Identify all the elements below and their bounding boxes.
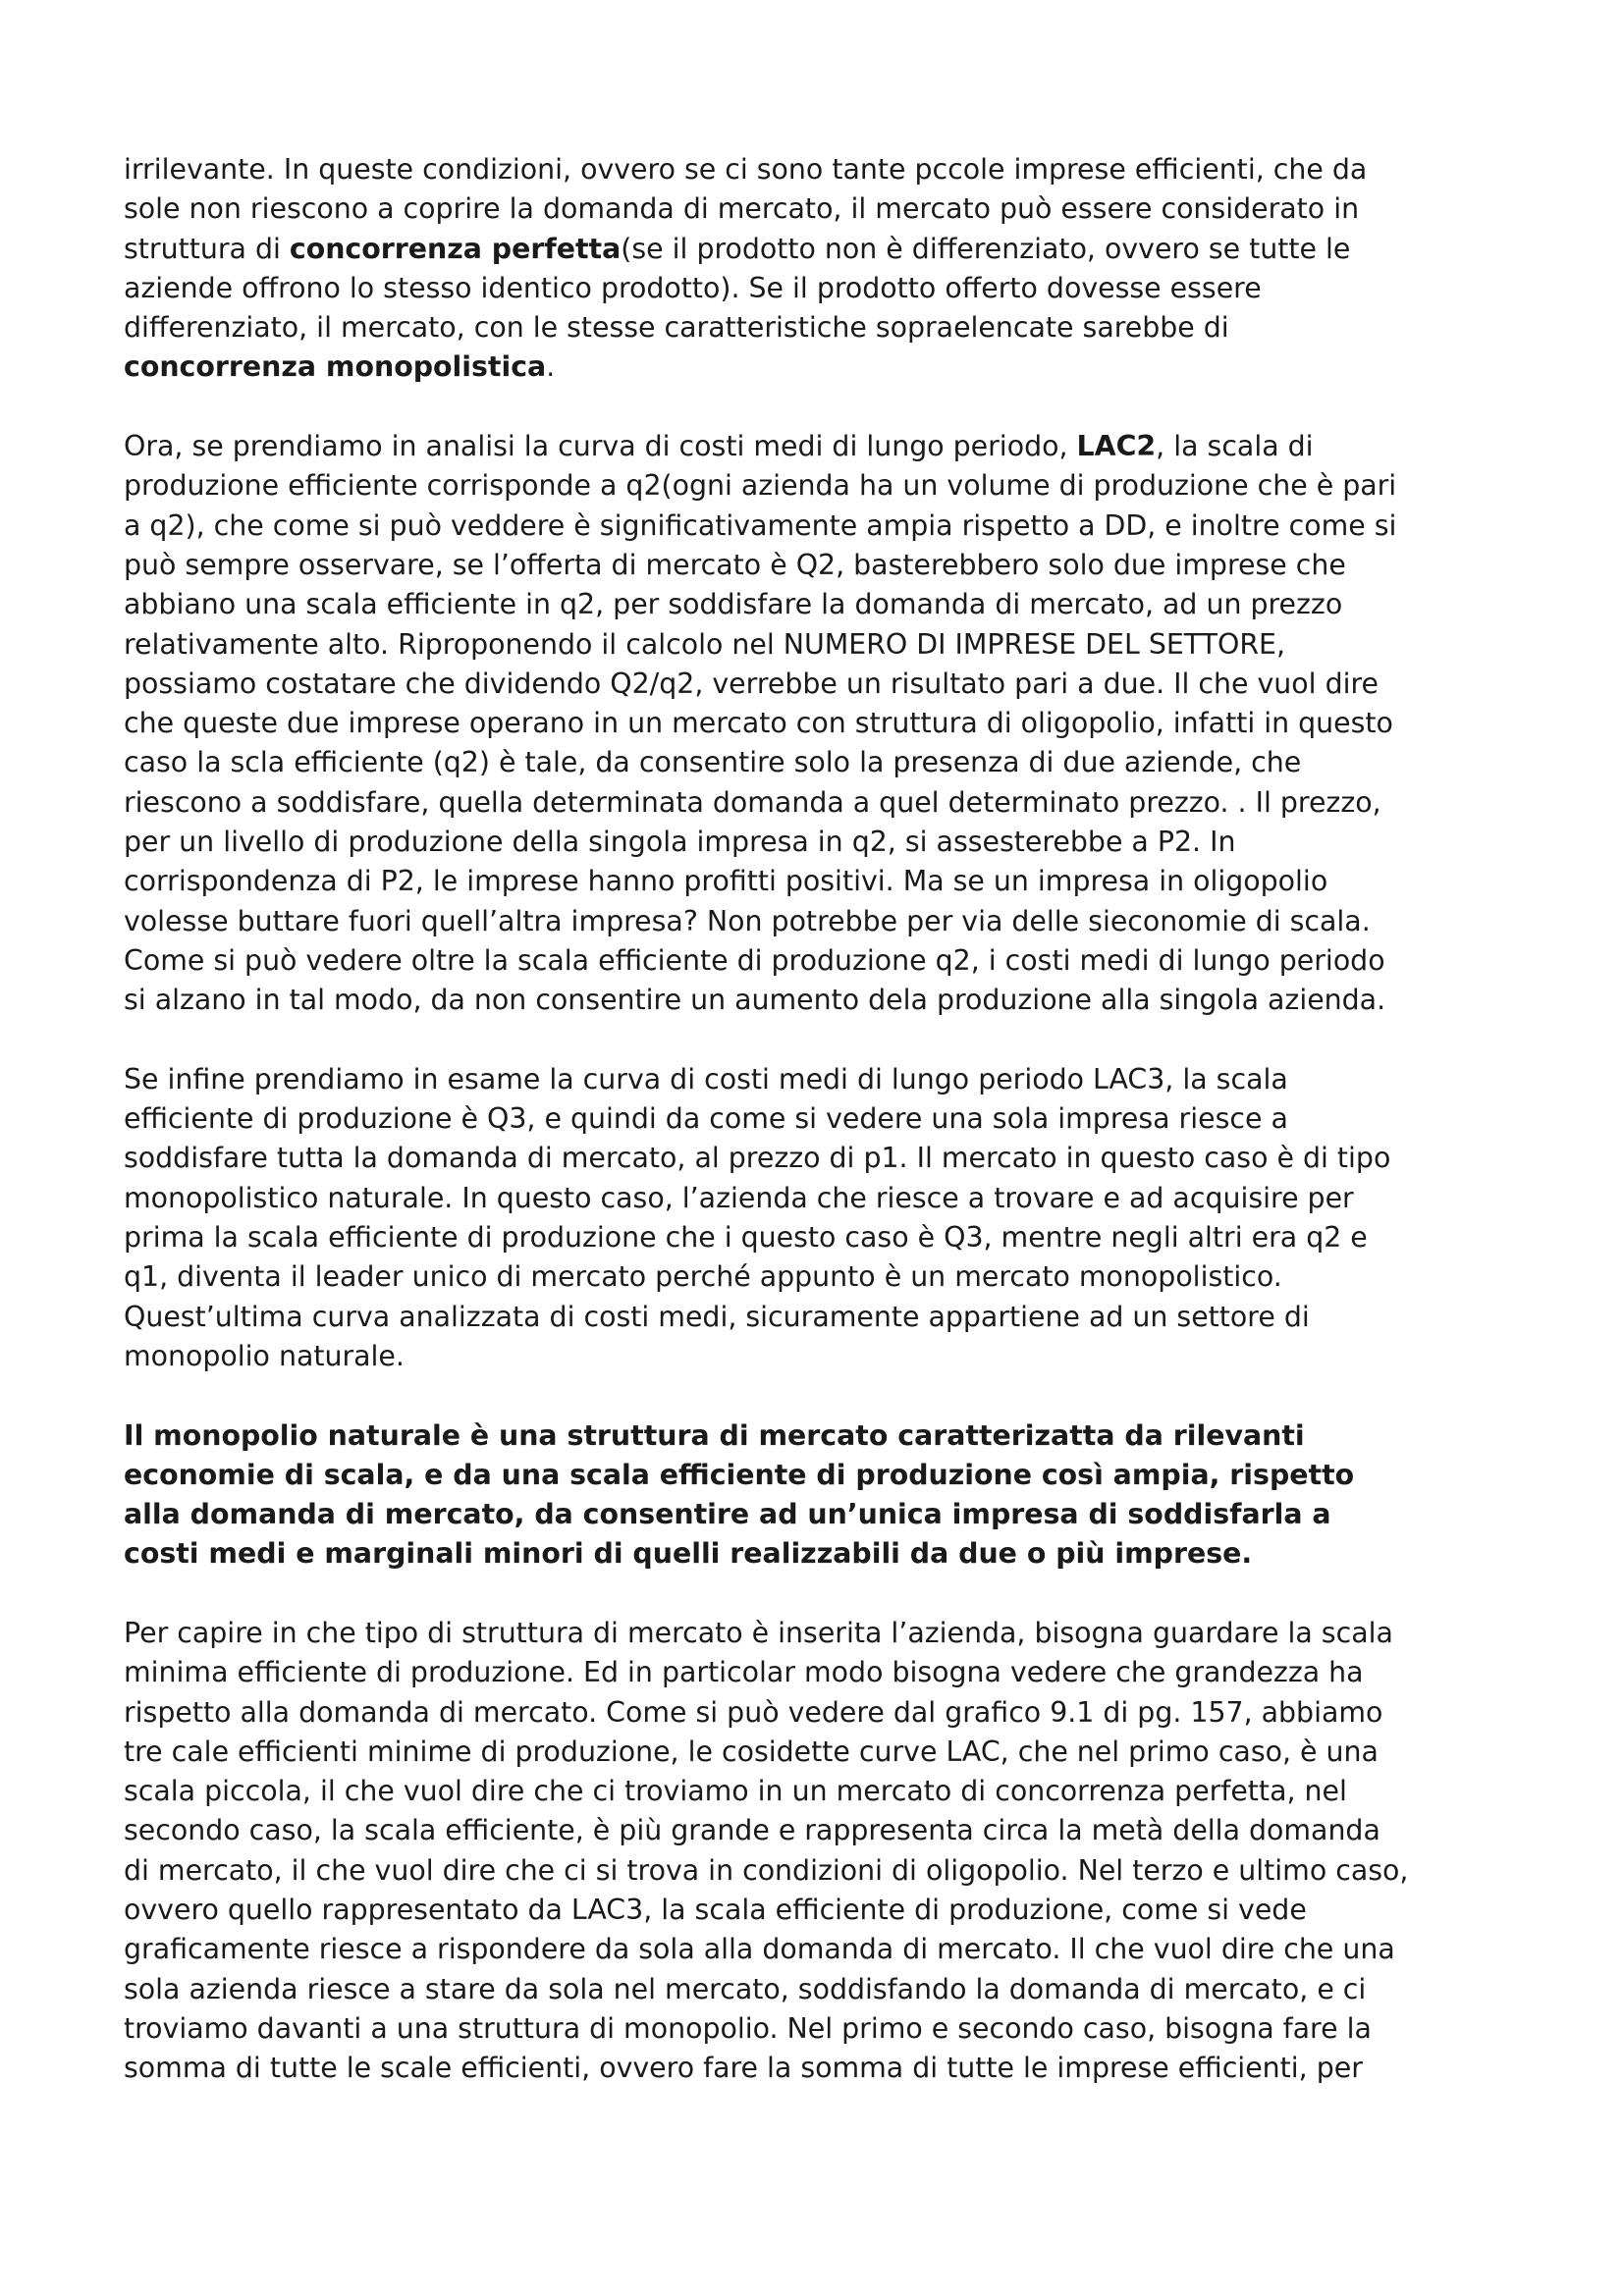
text-run: alla domanda di mercato, da consentire ad un’unica impresa di soddisfarla a bbox=[124, 1498, 1331, 1531]
text-line bbox=[124, 269, 1518, 308]
text-run: prima la scala efficiente di produzione che i questo caso è Q3, mentre negli altri era q2 e bbox=[124, 1221, 1368, 1255]
text-line bbox=[124, 1534, 1518, 1574]
text-run: corrispondenza di P2, le imprese hanno profitti positivi. Ma se un impresa in oligopolio bbox=[124, 865, 1328, 898]
text-run: economie di scala, e da una scala efficiente di produzione così ampia, rispetto bbox=[124, 1458, 1355, 1491]
text-run: che queste due imprese operano in un mercato con struttura di oligopolio, infatti in questo bbox=[124, 707, 1393, 740]
text-line bbox=[124, 1495, 1518, 1534]
text-run: q1, diventa il leader unico di mercato perché appunto è un mercato monopolistico. bbox=[124, 1260, 1282, 1294]
text-line bbox=[124, 2049, 1518, 2088]
text-run: secondo caso, la scala efficiente, è più grande e rappresenta circa la metà della domanda bbox=[124, 1814, 1380, 1847]
text-run: può sempre osservare, se l’offerta di mercato è Q2, basterebbero solo due imprese che bbox=[124, 548, 1346, 581]
text-line bbox=[124, 1693, 1518, 1733]
text-line bbox=[124, 1099, 1518, 1139]
text-line bbox=[124, 783, 1518, 823]
text-line bbox=[124, 862, 1518, 901]
text-line bbox=[124, 941, 1518, 981]
text-run: troviamo davanti a una struttura di monopolio. Nel primo e secondo caso, bisogna fare la bbox=[124, 2011, 1372, 2045]
text-run: efficiente di produzione è Q3, e quindi da come si vedere una sola impresa riesce a bbox=[124, 1102, 1288, 1136]
text-line bbox=[124, 189, 1518, 229]
text-run: produzione efficiente corrisponde a q2(ogni azienda ha un volume di produzione che è pari bbox=[124, 469, 1397, 503]
text-line bbox=[124, 546, 1518, 585]
paragraph-p2 bbox=[124, 427, 1518, 1020]
text-run: riescono a soddisfare, quella determinata domanda a quel determinato prezzo. . Il prezzo, bbox=[124, 785, 1381, 819]
text-line bbox=[124, 902, 1518, 941]
text-line bbox=[124, 1337, 1518, 1376]
text-run: sola azienda riesce a stare da sola nel mercato, soddisfando la domanda di mercato, e ci bbox=[124, 1972, 1367, 2005]
text-line bbox=[124, 1416, 1518, 1456]
text-line bbox=[124, 1257, 1518, 1297]
text-run: di mercato, il che vuol dire che ci si trova in condizioni di oligopolio. Nel terzo e ultimo caso, bbox=[124, 1853, 1409, 1887]
bold-text-run: concorrenza monopolistica bbox=[124, 350, 547, 384]
text-run: monopolio naturale. bbox=[124, 1339, 405, 1372]
text-line bbox=[124, 704, 1518, 743]
text-run: . bbox=[546, 350, 556, 384]
text-line bbox=[124, 230, 1518, 269]
bold-text-run: LAC2 bbox=[1076, 430, 1157, 463]
text-run: , la scala di bbox=[1156, 430, 1314, 463]
text-run: caso la scla efficiente (q2) è tale, da consentire solo la presenza di due aziende, che bbox=[124, 746, 1302, 779]
text-run: per un livello di produzione della singola impresa in q2, si assesterebbe a P2. In bbox=[124, 826, 1236, 859]
text-run: volesse buttare fuori quell’altra impresa? Non potrebbe per via delle sieconomie di scala. bbox=[124, 904, 1371, 937]
text-run: relativamente alto. Riproponendo il calcolo nel NUMERO DI IMPRESE DEL SETTORE, bbox=[124, 627, 1286, 661]
text-line bbox=[124, 1456, 1518, 1495]
text-line bbox=[124, 308, 1518, 347]
text-run: tre cale efficienti minime di produzione, le cosidette curve LAC, che nel primo caso, è una bbox=[124, 1735, 1379, 1768]
text-run: scala piccola, il che vuol dire che ci troviamo in un mercato di concorrenza perfetta, nel bbox=[124, 1775, 1347, 1808]
text-line bbox=[124, 1139, 1518, 1178]
text-line bbox=[124, 823, 1518, 862]
text-run: Ora, se prendiamo in analisi la curva di costi medi di lungo periodo, bbox=[124, 430, 1077, 463]
paragraph-p3 bbox=[124, 1060, 1518, 1376]
text-line bbox=[124, 1970, 1518, 2009]
text-line bbox=[124, 1218, 1518, 1257]
text-line bbox=[124, 150, 1518, 189]
text-run: Se infine prendiamo in esame la curva di costi medi di lungo periodo LAC3, la scala bbox=[124, 1062, 1288, 1095]
text-line bbox=[124, 1614, 1518, 1653]
text-run: differenziato, il mercato, con le stesse caratteristiche sopraelencate sarebbe di bbox=[124, 311, 1229, 345]
text-run: Per capire in che tipo di struttura di mercato è inserita l’azienda, bisogna guardare la scala bbox=[124, 1616, 1393, 1649]
text-run: abbiano una scala efficiente in q2, per soddisfare la domanda di mercato, ad un prezzo bbox=[124, 588, 1343, 621]
text-line bbox=[124, 1060, 1518, 1099]
text-run: costi medi e marginali minori di quelli realizzabili da due o più imprese. bbox=[124, 1537, 1253, 1571]
text-line bbox=[124, 1733, 1518, 1772]
text-run: si alzano in tal modo, da non consentire un aumento dela produzione alla singola azienda. bbox=[124, 984, 1386, 1017]
text-line bbox=[124, 625, 1518, 665]
text-line bbox=[124, 585, 1518, 624]
text-run: Il monopolio naturale è una struttura di mercato caratterizatta da rilevanti bbox=[124, 1418, 1305, 1452]
text-line bbox=[124, 1653, 1518, 1692]
body-text bbox=[124, 150, 1518, 2128]
text-run: soddisfare tutta la domanda di mercato, al prezzo di p1. Il mercato in questo caso è di tipo bbox=[124, 1142, 1391, 1175]
text-line bbox=[124, 1811, 1518, 1850]
text-run: aziende offrono lo stesso identico prodotto). Se il prodotto offerto dovesse essere bbox=[124, 271, 1262, 304]
text-run: rispetto alla domanda di mercato. Come si può vedere dal grafico 9.1 di pg. 157, abbiamo bbox=[124, 1695, 1383, 1729]
text-line bbox=[124, 1298, 1518, 1337]
text-run: ovvero quello rappresentato da LAC3, la scala efficiente di produzione, come si vede bbox=[124, 1894, 1307, 1927]
text-line bbox=[124, 743, 1518, 782]
text-run: a q2), che come si può veddere è significativamente ampia rispetto a DD, e inoltre come si bbox=[124, 508, 1397, 542]
text-run: somma di tutte le scale efficienti, ovvero fare la somma di tutte le imprese efficienti, per bbox=[124, 2052, 1363, 2085]
text-run: graficamente riesce a rispondere da sola alla domanda di mercato. Il che vuol dire che una bbox=[124, 1933, 1395, 1966]
text-line bbox=[124, 1772, 1518, 1811]
text-line bbox=[124, 507, 1518, 546]
text-run: possiamo costatare che dividendo Q2/q2, verrebbe un risultato pari a due. Il che vuol dire bbox=[124, 667, 1380, 700]
text-line bbox=[124, 1851, 1518, 1891]
text-run: monopolistico naturale. In questo caso, l’azienda che riesce a trovare e ad acquisire per bbox=[124, 1181, 1354, 1214]
text-run: minima efficiente di produzione. Ed in particolar modo bisogna vedere che grandezza ha bbox=[124, 1656, 1364, 1689]
text-line bbox=[124, 427, 1518, 466]
text-line bbox=[124, 1930, 1518, 1969]
text-run: sole non riescono a coprire la domanda di mercato, il mercato può essere considerato in bbox=[124, 192, 1360, 226]
text-run: (se il prodotto non è differenziato, ovvero se tutte le bbox=[621, 232, 1351, 265]
bold-text-run: concorrenza perfetta bbox=[289, 232, 622, 265]
paragraph-p5 bbox=[124, 1614, 1518, 2089]
text-run: irrilevante. In queste condizioni, ovvero se ci sono tante pccole imprese efficienti, che da bbox=[124, 153, 1368, 186]
text-line bbox=[124, 347, 1518, 387]
text-run: struttura di bbox=[124, 232, 290, 265]
text-line bbox=[124, 466, 1518, 506]
text-line bbox=[124, 1179, 1518, 1218]
text-line bbox=[124, 1891, 1518, 1930]
text-line bbox=[124, 981, 1518, 1020]
text-line bbox=[124, 2009, 1518, 2049]
text-run: Quest’ultima curva analizzata di costi medi, sicuramente appartiene ad un settore di bbox=[124, 1300, 1310, 1333]
paragraph-p4 bbox=[124, 1416, 1518, 1575]
text-line bbox=[124, 665, 1518, 704]
text-run: Come si può vedere oltre la scala efficiente di produzione q2, i costi medi di lungo periodo bbox=[124, 943, 1385, 977]
paragraph-p1 bbox=[124, 150, 1518, 388]
